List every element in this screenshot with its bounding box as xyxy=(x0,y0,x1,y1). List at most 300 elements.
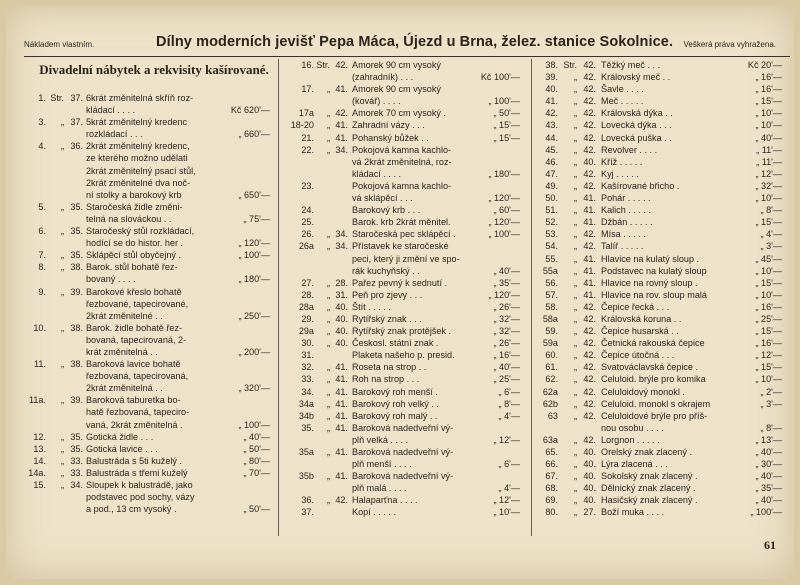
page-ref: 35. xyxy=(70,431,83,442)
item-description: Talíř . . . . . xyxy=(601,241,644,252)
item-description: Peň pro zjevy . . . xyxy=(352,289,423,300)
list-item xyxy=(18,443,270,455)
page-ref-label: „ xyxy=(60,431,64,442)
item-price xyxy=(224,140,270,152)
page-ref xyxy=(64,419,86,431)
list-item xyxy=(284,361,520,373)
page-ref-label xyxy=(46,177,64,189)
item-number: 35a xyxy=(298,447,314,457)
list-item xyxy=(18,503,270,515)
item-description: Sokolský znak zlacený . xyxy=(601,471,698,482)
page-ref: 42. xyxy=(583,338,596,349)
list-item xyxy=(284,325,520,337)
page-ref xyxy=(64,213,86,225)
item-price: „ 12'— xyxy=(493,495,520,506)
page-ref xyxy=(330,71,352,83)
list-item xyxy=(18,382,270,394)
item-number xyxy=(284,253,314,265)
list-item xyxy=(536,325,782,337)
page-ref-label: „ xyxy=(326,326,330,337)
item-price xyxy=(224,225,270,237)
item-price xyxy=(224,152,270,164)
page-ref-label: „ xyxy=(573,386,577,397)
list-item xyxy=(284,373,520,385)
page-ref-label: „ xyxy=(326,447,330,457)
item-price: „ 16'— xyxy=(755,338,782,349)
item-price xyxy=(224,92,270,104)
item-description: Pařez pevný k sednutí . xyxy=(352,277,448,288)
item-price: „ 70'— xyxy=(243,467,270,478)
item-number: 53. xyxy=(545,229,558,240)
item-price xyxy=(224,322,270,334)
item-number: 7. xyxy=(38,250,46,261)
list-item xyxy=(284,349,520,361)
page-ref xyxy=(64,104,86,116)
item-number xyxy=(18,298,46,310)
item-description: Barok. krb 2krát měnitel. xyxy=(352,217,451,228)
list-item xyxy=(18,177,270,189)
item-price: „ 650'— xyxy=(238,189,270,200)
item-price: „ 4'— xyxy=(498,410,520,421)
item-description: Dělnický znak zlacený . xyxy=(601,483,696,494)
item-number: 68. xyxy=(545,483,558,494)
item-number: 41. xyxy=(545,96,558,107)
list-item xyxy=(536,132,782,144)
item-number: 57. xyxy=(545,289,558,300)
item-description: ní stolky a barokový krb xyxy=(86,189,182,200)
page-ref: 35. xyxy=(70,443,83,454)
page-ref: 40. xyxy=(583,447,596,457)
item-description: řezbované, tapecirované, xyxy=(86,298,189,309)
item-description: Amorek 90 cm vysoký xyxy=(352,84,441,95)
item-description: Lovecká puška . . xyxy=(601,132,672,143)
item-description: Gotická lavice . . . xyxy=(86,443,158,454)
item-price: „ 75'— xyxy=(243,213,270,224)
page-ref: 42. xyxy=(583,96,596,107)
list-item xyxy=(536,313,782,325)
item-number: 63 xyxy=(547,410,558,421)
item-number: 44. xyxy=(545,132,558,143)
item-price: „ 12'— xyxy=(755,168,782,179)
page-ref-label: „ xyxy=(573,120,577,131)
list-item xyxy=(536,192,782,204)
item-price xyxy=(476,446,520,458)
page-ref-label: „ xyxy=(326,422,330,433)
item-description: Baroková lavice bohatě xyxy=(86,359,181,370)
item-price: Kč 100'— xyxy=(480,72,520,83)
item-number: 8. xyxy=(38,262,46,273)
page-ref xyxy=(64,128,86,140)
list-item xyxy=(18,406,270,418)
item-price: „ 50'— xyxy=(243,443,270,454)
page-ref: 42. xyxy=(583,60,596,70)
item-number: 29. xyxy=(301,313,314,324)
page-ref: 41. xyxy=(583,289,596,300)
page-ref-label: „ xyxy=(326,108,330,119)
item-price: „ 10'— xyxy=(755,374,782,385)
item-number: 62a xyxy=(542,386,558,397)
item-description: Rytířský znak . . . xyxy=(352,313,422,324)
item-description: Sloupek k balustrádě, jako xyxy=(86,480,193,490)
page-ref: 38. xyxy=(70,359,83,370)
page-ref: 42. xyxy=(583,180,596,191)
list-item xyxy=(18,298,270,310)
page-ref: 41. xyxy=(335,132,348,143)
item-price: „ 12'— xyxy=(493,434,520,445)
item-price: „ 45'— xyxy=(755,253,782,264)
list-item xyxy=(536,301,782,313)
item-description: rozkládací . . . xyxy=(86,129,143,140)
item-description: Kříž . . . . . xyxy=(601,156,643,167)
item-description: Královská koruna . . xyxy=(601,313,682,324)
item-price: „ 4'— xyxy=(760,229,782,240)
page-ref: 31. xyxy=(335,289,348,300)
item-description: Barok. stůl bohatě řez- xyxy=(86,262,178,273)
page-ref-label xyxy=(46,152,64,164)
page-ref: 41. xyxy=(335,422,348,433)
item-number: 54. xyxy=(545,241,558,252)
page-title: Dílny moderních jevišť Pepa Máca, Újezd u Brna, želez. stanice Sokolnice. xyxy=(156,34,674,50)
item-description: Plaketa našeho p. presid. xyxy=(352,350,455,361)
list-item xyxy=(18,310,270,322)
page-ref: 41. xyxy=(335,471,348,482)
page-ref-label: „ xyxy=(573,289,577,300)
item-price: „ 50'— xyxy=(243,504,270,515)
page-ref-label: „ xyxy=(326,144,330,155)
page-ref: 42. xyxy=(583,301,596,312)
item-price: „ 100'— xyxy=(238,419,270,430)
list-item xyxy=(284,144,520,156)
item-price: „ 15'— xyxy=(755,277,782,288)
page-ref: 35. xyxy=(70,201,83,212)
item-description: 2krát změnitelná . . xyxy=(86,383,163,394)
list-item xyxy=(536,265,782,277)
list-item xyxy=(536,349,782,361)
item-price xyxy=(224,165,270,177)
page-ref-label: „ xyxy=(573,241,577,252)
item-price: „ 6'— xyxy=(498,386,520,397)
item-description: Královský meč . . xyxy=(601,72,671,83)
item-number: 56. xyxy=(545,277,558,288)
page-ref xyxy=(64,382,86,394)
page-ref-label: „ xyxy=(60,286,64,297)
page-number: 61 xyxy=(764,538,776,552)
list-item xyxy=(284,301,520,313)
page-ref-label: „ xyxy=(573,108,577,119)
item-number: 62. xyxy=(545,374,558,385)
item-description: a pod., 13 cm vysoký . xyxy=(86,504,177,515)
item-description: Mísa . . . . . xyxy=(601,229,646,240)
item-description: 2krát změnitelný kredenc, xyxy=(86,141,190,152)
page-ref: 42. xyxy=(583,229,596,240)
list-item xyxy=(18,394,270,406)
item-number xyxy=(18,189,46,201)
item-description: rák kuchyňský . . xyxy=(352,265,420,276)
page-ref: 33. xyxy=(70,467,83,478)
item-number xyxy=(284,168,314,180)
page-ref: 38. xyxy=(70,262,83,273)
item-number xyxy=(284,156,314,168)
item-number: 52. xyxy=(545,217,558,228)
page-ref-label: „ xyxy=(60,467,64,478)
column-2 xyxy=(284,59,520,519)
list-item xyxy=(18,358,270,370)
list-item xyxy=(536,71,782,83)
item-price: „ 26'— xyxy=(493,301,520,312)
page-ref xyxy=(64,491,86,503)
item-price: „ 8'— xyxy=(760,422,782,433)
page-ref: 42. xyxy=(583,132,596,143)
list-item xyxy=(18,165,270,177)
item-price: „ 6'— xyxy=(498,459,520,470)
list-item xyxy=(284,204,520,216)
page-ref: 39. xyxy=(70,395,83,406)
list-item xyxy=(284,156,520,168)
item-description: Džbán . . . . . xyxy=(601,217,653,228)
list-item xyxy=(284,289,520,301)
page-ref-label: „ xyxy=(573,362,577,373)
item-description: Podstavec na kulatý sloup xyxy=(601,265,707,276)
item-description: Barok. židle bohatě řez- xyxy=(86,322,183,333)
item-description: plň malá . . . . xyxy=(352,483,407,494)
page-ref-label: Str. xyxy=(316,60,330,70)
item-number: 65. xyxy=(545,447,558,457)
item-number: 11. xyxy=(34,359,46,370)
item-price: „ 40'— xyxy=(755,447,782,457)
item-description: Hasičský znak zlacený . xyxy=(601,495,698,506)
item-number: 24. xyxy=(301,205,314,216)
item-price: Kč 20'— xyxy=(747,60,782,70)
item-number xyxy=(18,152,46,164)
page-ref-label: „ xyxy=(573,447,577,457)
item-number: 59a xyxy=(542,338,558,349)
item-description: Boží muka . . . . xyxy=(601,507,665,518)
item-number xyxy=(284,95,314,107)
item-description: Kašírované břicho . xyxy=(601,180,680,191)
page-ref-label: „ xyxy=(326,313,330,324)
item-number: 13. xyxy=(33,443,46,454)
item-price: „ 10'— xyxy=(755,289,782,300)
item-number: 14. xyxy=(33,455,46,466)
item-price: „ 120'— xyxy=(238,238,270,249)
item-description: 2krát změnitelný psací stůl, xyxy=(86,165,196,176)
item-number xyxy=(536,422,558,434)
item-number xyxy=(18,406,46,418)
page-ref-label: „ xyxy=(326,374,330,385)
item-description: Baroková nadedveřní vý- xyxy=(352,471,454,482)
item-number: 3. xyxy=(38,117,46,128)
item-price: „ 250'— xyxy=(238,310,270,321)
item-price: „ 32'— xyxy=(493,326,520,337)
item-price: „ 8'— xyxy=(498,398,520,409)
item-description: plň velká . . . . xyxy=(352,434,409,445)
page-ref: 37. xyxy=(70,117,83,128)
item-number: 21. xyxy=(301,132,314,143)
page-ref: 41. xyxy=(583,265,596,276)
item-number: 4. xyxy=(38,141,46,152)
item-description: hodící se do histor. her . xyxy=(86,238,184,249)
page-ref: 40. xyxy=(335,326,348,337)
page-ref: 40. xyxy=(583,471,596,482)
page-ref: 41. xyxy=(335,386,348,397)
list-item xyxy=(536,83,782,95)
list-item xyxy=(536,216,782,228)
item-price: „ 120'— xyxy=(488,289,520,300)
item-price xyxy=(476,422,520,434)
page-ref: 41. xyxy=(335,362,348,373)
list-item xyxy=(536,240,782,252)
item-price xyxy=(476,240,520,252)
item-number: 25. xyxy=(301,217,314,228)
page-ref-label: „ xyxy=(573,301,577,312)
item-number: 26. xyxy=(301,229,314,240)
item-price: „ 16'— xyxy=(493,350,520,361)
page-ref-label: „ xyxy=(573,507,577,518)
item-price xyxy=(224,406,270,418)
item-number: 66. xyxy=(545,459,558,470)
item-price xyxy=(224,177,270,189)
item-description: Gotická židle . . . xyxy=(86,431,154,442)
item-number: 51. xyxy=(545,205,558,216)
list-item xyxy=(18,322,270,334)
item-number: 33. xyxy=(301,374,314,385)
list-item xyxy=(18,189,270,201)
item-price: „ 35'— xyxy=(755,483,782,494)
item-price xyxy=(476,470,520,482)
page-ref-label: „ xyxy=(573,277,577,288)
page-ref-label xyxy=(46,334,64,346)
page-ref: 40. xyxy=(583,483,596,494)
item-description: (kovář) . . . . xyxy=(352,96,401,107)
item-number: 35b xyxy=(298,471,314,482)
list-item xyxy=(284,337,520,349)
page-ref xyxy=(330,458,352,470)
page-ref-label xyxy=(314,253,330,265)
page-ref-label: „ xyxy=(60,262,64,273)
item-description: Hlavice na kulatý sloup . xyxy=(601,253,700,264)
page-ref: 42. xyxy=(335,495,348,506)
item-price: „ 10'— xyxy=(755,108,782,119)
list-item xyxy=(18,152,270,164)
item-number xyxy=(18,370,46,382)
item-price: „ 35'— xyxy=(493,277,520,288)
item-number xyxy=(18,128,46,140)
page-ref: 42. xyxy=(583,326,596,337)
item-number: 40. xyxy=(545,84,558,95)
page-ref-label xyxy=(314,434,330,446)
item-description: Barokový roh velký . . xyxy=(352,398,439,409)
item-description: Zahradní vázy . . . xyxy=(352,120,425,131)
page-ref-label xyxy=(314,156,330,168)
item-description: Baroková taburetka bo- xyxy=(86,395,181,406)
item-number: 34a xyxy=(298,398,314,409)
page-ref: 42. xyxy=(583,72,596,83)
list-item xyxy=(536,204,782,216)
item-description: Barokové křeslo bohatě xyxy=(86,286,182,297)
item-number: 17. xyxy=(301,84,314,95)
item-price xyxy=(224,261,270,273)
item-number xyxy=(18,237,46,249)
list-item xyxy=(284,216,520,228)
item-price: „ 4'— xyxy=(498,483,520,494)
page-ref-label: „ xyxy=(326,132,330,143)
page-ref: 42. xyxy=(583,374,596,385)
item-number: 22. xyxy=(301,144,314,155)
item-price: „ 40'— xyxy=(755,132,782,143)
page-ref xyxy=(577,422,601,434)
item-price: „ 660'— xyxy=(238,129,270,140)
item-description: nou osobu . . . . xyxy=(601,422,664,433)
item-number: 61. xyxy=(545,362,558,373)
page-ref-label: „ xyxy=(326,410,330,421)
list-item xyxy=(536,168,782,180)
list-item xyxy=(284,410,520,422)
list-item xyxy=(284,386,520,398)
page-ref xyxy=(330,192,352,204)
page-ref-label xyxy=(314,216,330,228)
header-rule xyxy=(24,56,790,57)
list-item xyxy=(284,240,520,252)
page-ref-label: „ xyxy=(60,395,64,406)
list-item xyxy=(284,506,520,518)
page-ref-label xyxy=(314,265,330,277)
item-number: 63a xyxy=(542,434,558,445)
item-number xyxy=(284,71,314,83)
item-description: Pohár . . . . . xyxy=(601,193,651,204)
page-ref-label: „ xyxy=(573,313,577,324)
item-price: „ 100'— xyxy=(238,250,270,261)
item-description: Šavle . . . . xyxy=(601,84,644,95)
page-ref: 42. xyxy=(583,108,596,119)
page-ref: 40. xyxy=(583,495,596,506)
page-ref-label: „ xyxy=(573,483,577,494)
item-number: 80. xyxy=(545,507,558,518)
item-price: „ 200'— xyxy=(238,346,270,357)
item-number: 55. xyxy=(545,253,558,264)
item-number: 50. xyxy=(545,193,558,204)
item-description: řezbovaná, tapecirovaná, xyxy=(86,371,189,382)
page-header xyxy=(6,34,794,54)
page-ref: 41. xyxy=(583,253,596,264)
item-price: Kč 620'— xyxy=(230,105,270,116)
page-ref: 34. xyxy=(335,144,348,155)
list-item xyxy=(536,156,782,168)
list-item xyxy=(536,59,782,71)
item-description: 6krát změnitelná skříň roz- xyxy=(86,93,194,103)
page-ref-label xyxy=(46,370,64,382)
list-item xyxy=(284,398,520,410)
page-ref-label xyxy=(314,506,330,518)
item-number xyxy=(18,165,46,177)
item-number: 1. xyxy=(38,93,46,103)
page-ref-label xyxy=(46,346,64,358)
item-number: 28a xyxy=(298,301,314,312)
page-ref-label xyxy=(46,491,64,503)
item-number: 5. xyxy=(38,201,46,212)
item-number: 42. xyxy=(545,108,558,119)
item-description: Čepice husarská . . xyxy=(601,326,679,337)
list-item xyxy=(18,213,270,225)
page-ref: 38. xyxy=(70,322,83,333)
item-description: Rytířský znak protějšek . xyxy=(352,326,452,337)
item-price xyxy=(224,201,270,213)
item-number: 29a xyxy=(298,326,314,337)
page-ref-label: „ xyxy=(326,229,330,240)
item-price: „ 40'— xyxy=(493,265,520,276)
item-description: Českosl. státní znak . xyxy=(352,338,439,349)
page-ref-label: „ xyxy=(326,277,330,288)
item-number xyxy=(284,434,314,446)
